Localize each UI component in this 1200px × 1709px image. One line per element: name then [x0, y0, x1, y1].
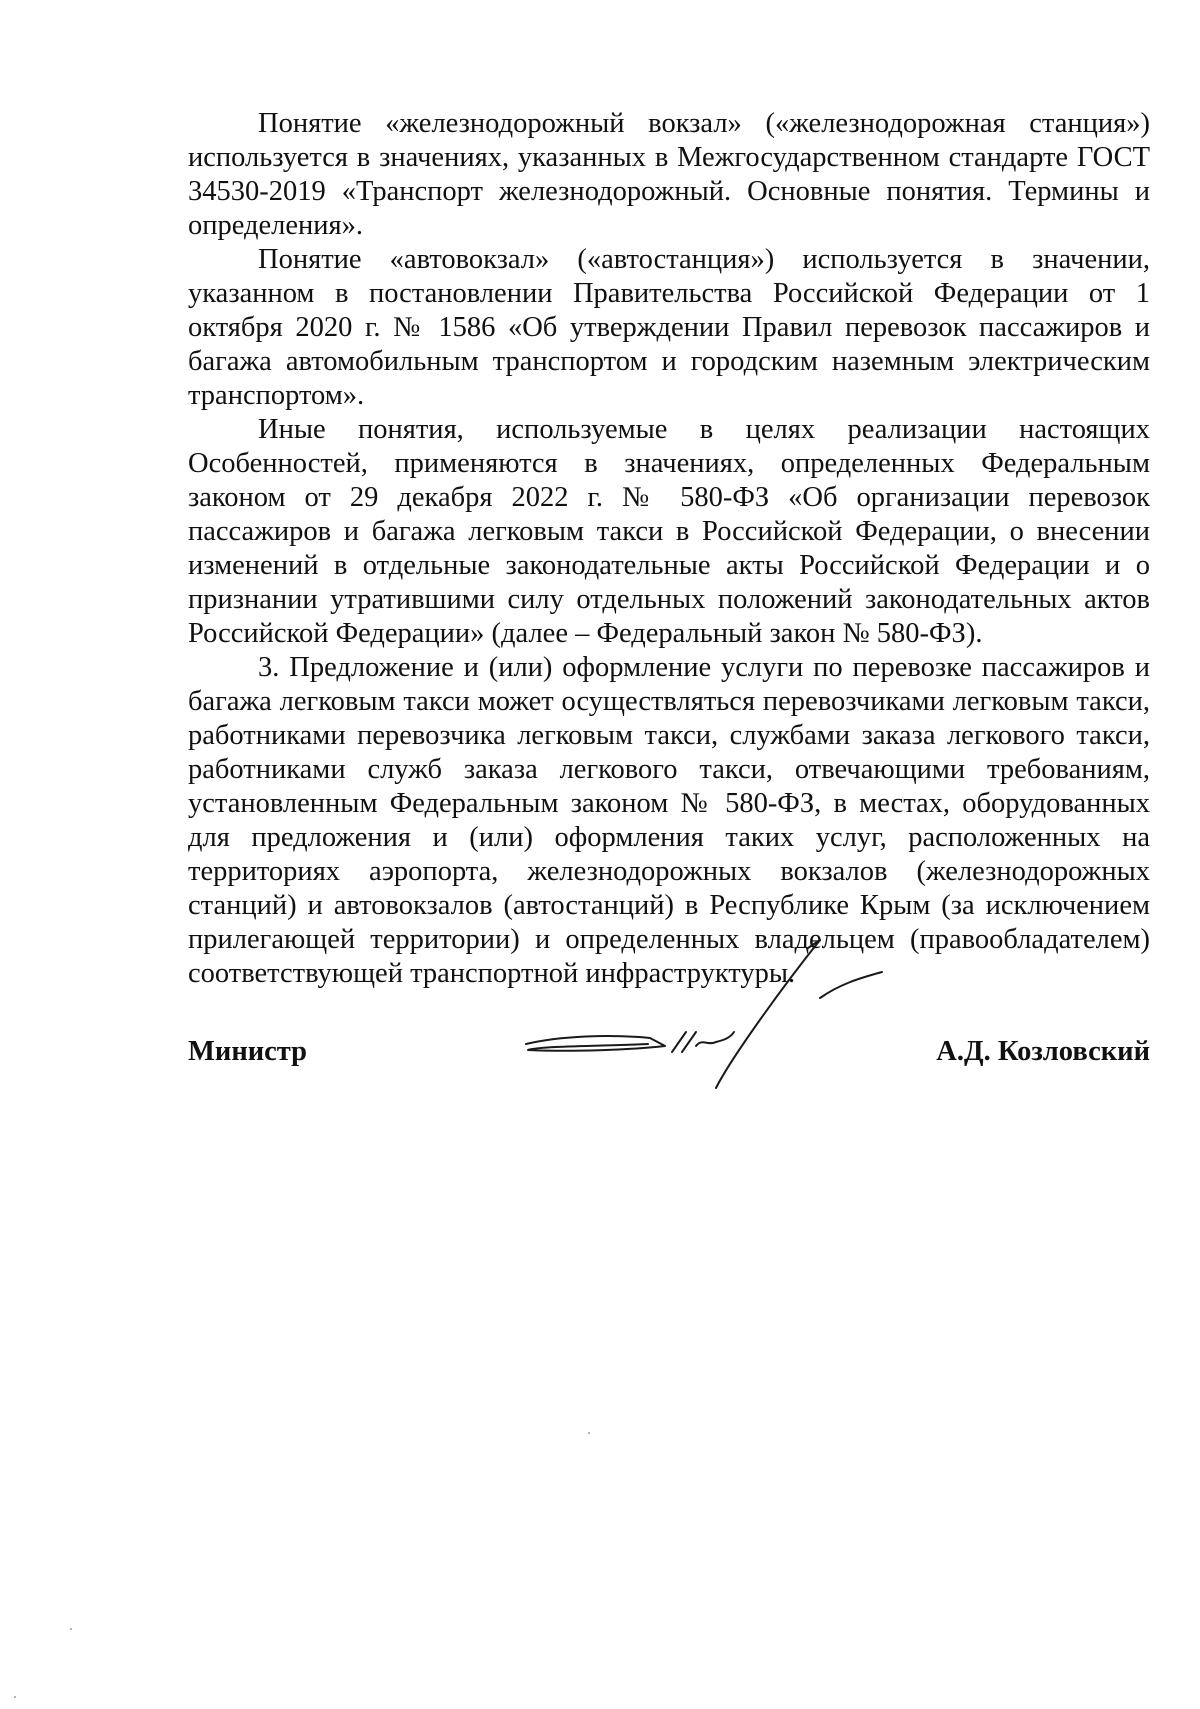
scan-speck [588, 1432, 590, 1434]
signer-name: А.Д. Козловский [936, 1036, 1150, 1067]
paragraph-railway-station-definition: Понятие «железнодорожный вокзал» («железнодорожная станция») используется в значениях, указанных в Межгосударственном стандарте ГОСТ 34530-2019 «Транспорт железнодорожный. Основные понятия. Термины и определения». [188, 108, 1150, 241]
paragraph-item-3-taxi-services: 3. Предложение и (или) оформление услуги по перевозке пассажиров и багажа легковым такси может осуществляться перевозчиками легковым такси, работниками перевозчика легковым такси, службами заказа легкового такси, работниками служб заказа легкового такси, отвечающими требованиям, установленным Федеральным законом № 580-ФЗ, в местах, оборудованных для предложения и (или) оформления таких услуг, расположенных на территориях аэропорта, железнодорожных вокзалов (железнодорожных станций) и автовокзалов (автостанций) в Республике Крым (за исключением прилегающей территории) и определенных владельцем (правообладателем) соответствующей транспортной инфраструктуры. [188, 652, 1150, 989]
scan-speck [14, 1696, 16, 1698]
paragraph-other-terms: Иные понятия, используемые в целях реализации настоящих Особенностей, применяются в значениях, определенных Федеральным законом от 29 декабря 2022 г. № 580-ФЗ «Об организации перевозок пассажиров и багажа легковым такси в Российской Федерации, о внесении изменений в отдельные законодательные акты Российской Федерации и о признании утратившими силу отдельных положений законодательных актов Российской Федерации» (далее – Федеральный закон № 580-ФЗ). [188, 414, 1150, 649]
document-body [188, 107, 1150, 991]
scan-speck [70, 1628, 72, 1630]
signer-title: Министр [188, 1036, 308, 1067]
signature-block [188, 1036, 1150, 1096]
paragraph-bus-station-definition: Понятие «автовокзал» («автостанция») используется в значении, указанном в постановлении Правительства Российской Федерации от 1 октября 2020 г. № 1586 «Об утверждении Правил перевозок пассажиров и багажа автомобильным транспортом и городским наземным электрическим транспортом». [188, 244, 1150, 411]
